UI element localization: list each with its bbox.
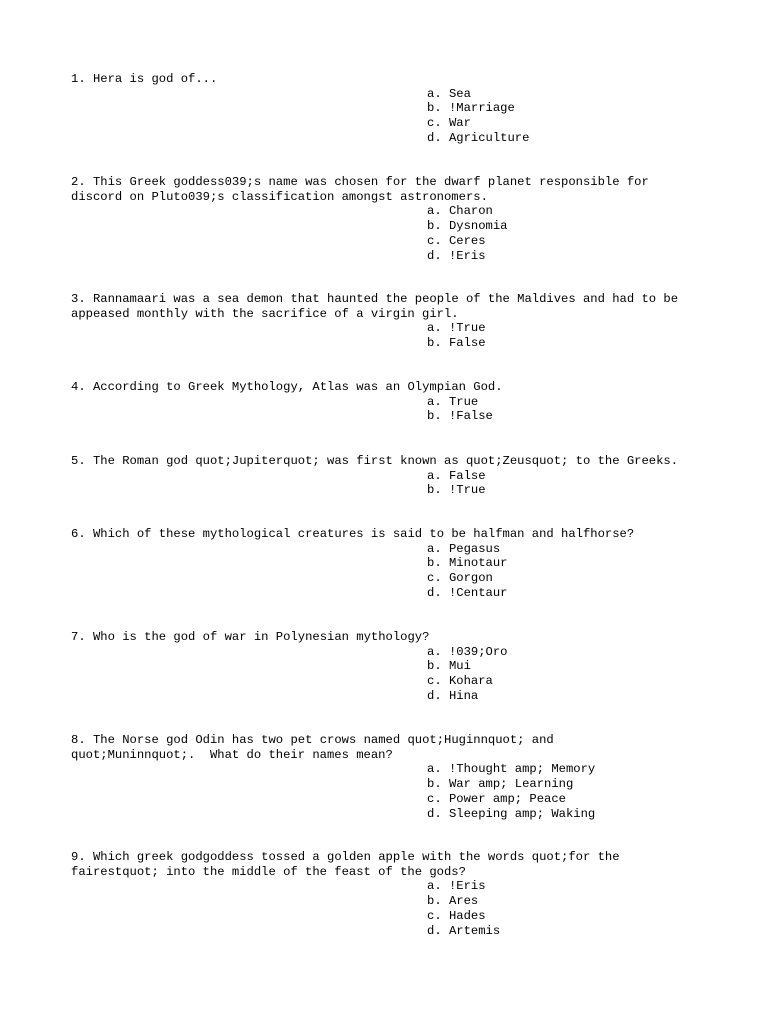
option-letter: c. — [427, 908, 442, 923]
option-letter: a. — [427, 762, 442, 777]
option-text: Sleeping amp; Waking — [448, 806, 596, 821]
option-letter: a. — [427, 644, 442, 659]
question-text — [71, 630, 721, 645]
option-text: !False — [448, 409, 493, 424]
answer-option — [427, 116, 721, 131]
question-body: The Roman god quot;Jupiterquot; was first known as quot;Zeusquot; to the Greeks. — [92, 454, 679, 468]
question-text — [71, 733, 721, 762]
question-number: 6. — [71, 527, 86, 541]
answer-option — [427, 909, 721, 924]
answer-options — [71, 321, 721, 350]
question-body: According to Greek Mythology, Atlas was an Olympian God. — [92, 380, 503, 394]
option-letter: c. — [427, 571, 442, 586]
option-letter: a. — [427, 541, 442, 556]
option-letter: a. — [427, 86, 442, 101]
answer-option — [427, 542, 721, 557]
answer-option — [427, 101, 721, 116]
answer-option — [427, 894, 721, 909]
answer-option — [427, 131, 721, 146]
option-text: Sea — [448, 86, 471, 101]
option-text: Ares — [448, 894, 479, 909]
question-body: Hera is god of... — [92, 72, 218, 86]
question-text — [71, 380, 721, 395]
option-letter: b. — [427, 659, 442, 674]
question-3 — [71, 292, 721, 351]
option-text: !Thought amp; Memory — [448, 762, 596, 777]
question-text — [71, 292, 721, 321]
question-number: 9. — [71, 850, 86, 864]
option-text: Mui — [448, 659, 471, 674]
answer-option — [427, 571, 721, 586]
option-text: !Eris — [448, 248, 486, 263]
option-letter: d. — [427, 806, 442, 821]
question-text — [71, 72, 721, 87]
question-6 — [71, 527, 721, 601]
question-7 — [71, 630, 721, 704]
option-text: False — [448, 468, 486, 483]
option-text: !Marriage — [448, 101, 515, 116]
option-letter: b. — [427, 483, 442, 498]
option-text: !True — [448, 321, 486, 336]
answer-option — [427, 409, 721, 424]
option-text: !039;Oro — [448, 644, 508, 659]
option-letter: c. — [427, 116, 442, 131]
answer-option — [427, 762, 721, 777]
answer-options — [71, 645, 721, 704]
option-letter: b. — [427, 219, 442, 234]
option-text: Power amp; Peace — [448, 791, 566, 806]
question-9 — [71, 850, 721, 938]
question-text — [71, 175, 721, 204]
option-text: Ceres — [448, 233, 486, 248]
option-letter: d. — [427, 248, 442, 263]
option-text: !Eris — [448, 879, 486, 894]
answer-option — [427, 87, 721, 102]
answer-option — [427, 807, 721, 822]
option-letter: b. — [427, 409, 442, 424]
answer-options — [71, 762, 721, 821]
answer-option — [427, 556, 721, 571]
option-text: Artemis — [448, 923, 501, 938]
answer-option — [427, 924, 721, 939]
option-letter: a. — [427, 321, 442, 336]
answer-option — [427, 336, 721, 351]
option-text: Pegasus — [448, 541, 501, 556]
option-text: Minotaur — [448, 556, 508, 571]
answer-option — [427, 483, 721, 498]
answer-option — [427, 879, 721, 894]
question-2 — [71, 175, 721, 263]
question-4 — [71, 380, 721, 424]
question-8 — [71, 733, 721, 821]
question-text — [71, 850, 721, 879]
question-number: 2. — [71, 175, 86, 189]
question-number: 5. — [71, 454, 86, 468]
option-text: False — [448, 336, 486, 351]
option-letter: c. — [427, 233, 442, 248]
answer-option — [427, 645, 721, 660]
answer-option — [427, 674, 721, 689]
answer-option — [427, 586, 721, 601]
answer-options — [71, 87, 721, 146]
answer-option — [427, 659, 721, 674]
question-number: 3. — [71, 292, 86, 306]
option-letter: b. — [427, 777, 442, 792]
option-text: Agriculture — [448, 130, 530, 145]
question-body: Who is the god of war in Polynesian mythology? — [92, 630, 430, 644]
option-text: War — [448, 116, 471, 131]
question-text — [71, 527, 721, 542]
answer-option — [427, 777, 721, 792]
option-letter: a. — [427, 204, 442, 219]
answer-option — [427, 219, 721, 234]
answer-option — [427, 234, 721, 249]
option-text: !True — [448, 483, 486, 498]
option-letter: a. — [427, 879, 442, 894]
answer-option — [427, 249, 721, 264]
option-letter: a. — [427, 468, 442, 483]
option-letter: a. — [427, 394, 442, 409]
question-body: Rannamaari was a sea demon that haunted the people of the Maldives and had to be appeased monthly with the sacrifice of a virgin girl. — [71, 292, 679, 321]
answer-option — [427, 689, 721, 704]
question-body: Which greek godgoddess tossed a golden apple with the words quot;for the fairestquot; into the middle of the feast of the gods? — [71, 850, 620, 879]
answer-options — [71, 204, 721, 263]
answer-option — [427, 469, 721, 484]
question-1 — [71, 72, 721, 146]
answer-options — [71, 879, 721, 938]
answer-options — [71, 395, 721, 424]
option-text: Charon — [448, 204, 493, 219]
question-text — [71, 454, 721, 469]
question-body: The Norse god Odin has two pet crows named quot;Huginnquot; and quot;Muninnquot;. What do their names mean? — [71, 733, 554, 762]
option-letter: b. — [427, 556, 442, 571]
option-text: Hina — [448, 688, 479, 703]
question-number: 8. — [71, 733, 86, 747]
option-text: Kohara — [448, 674, 493, 689]
option-letter: d. — [427, 923, 442, 938]
answer-options — [71, 469, 721, 498]
option-text: War amp; Learning — [448, 777, 574, 792]
question-number: 1. — [71, 72, 86, 86]
option-letter: d. — [427, 688, 442, 703]
question-number: 4. — [71, 380, 86, 394]
option-letter: d. — [427, 130, 442, 145]
question-body: Which of these mythological creatures is said to be halfman and halfhorse? — [92, 527, 635, 541]
option-letter: c. — [427, 674, 442, 689]
answer-option — [427, 204, 721, 219]
option-letter: b. — [427, 894, 442, 909]
option-letter: b. — [427, 336, 442, 351]
option-letter: b. — [427, 101, 442, 116]
question-body: This Greek goddess039;s name was chosen for the dwarf planet responsible for discord on Pluto039;s classification amongst astronomers. — [71, 175, 649, 204]
option-text: True — [448, 394, 479, 409]
answer-option — [427, 321, 721, 336]
option-text: Gorgon — [448, 571, 493, 586]
question-number: 7. — [71, 630, 86, 644]
option-text: !Centaur — [448, 585, 508, 600]
answer-options — [71, 542, 721, 601]
question-5 — [71, 454, 721, 498]
answer-option — [427, 792, 721, 807]
option-letter: d. — [427, 585, 442, 600]
option-letter: c. — [427, 791, 442, 806]
answer-option — [427, 395, 721, 410]
option-text: Hades — [448, 908, 486, 923]
option-text: Dysnomia — [448, 219, 508, 234]
